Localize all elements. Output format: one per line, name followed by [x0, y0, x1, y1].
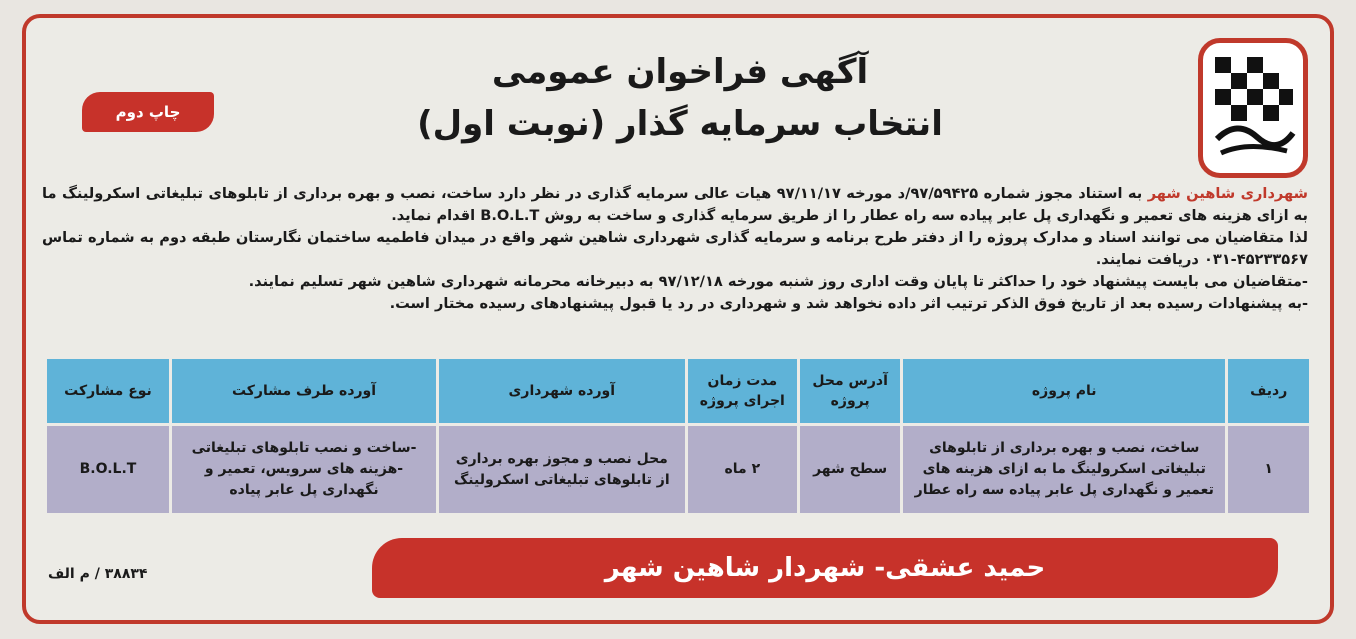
cell-municipality-contribution: محل نصب و مجوز بهره برداری از تابلوهای تبلیغاتی اسکرولینگ — [439, 426, 684, 513]
col-header-partner-contribution: آورده طرف مشارکت — [172, 359, 436, 423]
paragraph-4: -به پیشنهادات رسیده بعد از تاریخ فوق الذکر ترتیب اثر داده نخواهد شد و شهرداری در رد یا قبول پیشنهادهای رسیده مختار است. — [389, 295, 1308, 312]
cell-row-number: ۱ — [1228, 426, 1309, 513]
checker-logo-icon — [1207, 49, 1299, 167]
page-subtitle: انتخاب سرمایه گذار (نوبت اول) — [417, 104, 943, 144]
table-row — [47, 426, 1309, 513]
col-header-duration: مدت زمان اجرای پروژه — [688, 359, 798, 423]
paragraph-3: -متقاضیان می بایست پیشنهاد خود را حداکثر تا پایان وقت اداری روز شنبه مورخه ۹۷/۱۲/۱۸ به دبیرخانه محرمانه شهرداری شاهین شهر تسلیم نمایند. — [248, 273, 1308, 290]
cell-project-name: ساخت، نصب و بهره برداری از تابلوهای تبلیغاتی اسکرولینگ ما به ازای هزینه های تعمیر و نگهداری پل عابر پیاده سه راه عطار — [903, 426, 1225, 513]
col-header-project-name: نام پروژه — [903, 359, 1225, 423]
paragraph-1-text: به استناد مجوز شماره ۹۷/۵۹۴۲۵/د مورخه ۹۷/۱۱/۱۷ هیات عالی سرمایه گذاری در نظر دارد ساخت، نصب و بهره برداری از تابلوهای تبلیغاتی اسکرولینگ ما به ازای هزینه های تعمیر و نگهداری پل عابر پیاده سه راه عطار را از طریق سرمایه گذاری و ساخت به روش B.O.L.T اقدام نماید. — [42, 185, 1308, 224]
cell-partner-contribution: -ساخت و نصب تابلوهای تبلیغاتی -هزینه های سرویس، تعمیر و نگهداری پل عابر پیاده — [172, 426, 436, 513]
col-header-location: آدرس محل پروژه — [800, 359, 900, 423]
col-header-municipality-contribution: آورده شهرداری — [439, 359, 684, 423]
col-header-row-number: ردیف — [1228, 359, 1309, 423]
page-title: آگهی فراخوان عمومی — [491, 52, 869, 92]
municipality-logo — [1198, 38, 1308, 178]
reference-number: ۳۸۸۳۴ / م الف — [48, 566, 148, 582]
col-header-partnership-type: نوع مشارکت — [47, 359, 169, 423]
organization-name: شهرداری شاهین شهر — [1147, 185, 1308, 202]
table-header-row — [47, 359, 1309, 423]
project-table — [44, 356, 1312, 516]
paragraph-1 — [42, 183, 1308, 227]
cell-location: سطح شهر — [800, 426, 900, 513]
notice-body — [42, 183, 1308, 315]
cell-duration: ۲ ماه — [688, 426, 798, 513]
paragraph-2: لذا متقاضیان می توانند اسناد و مدارک پروژه را از دفتر طرح برنامه و سرمایه گذاری شهرداری شاهین شهر واقع در میدان فاطمیه ساختمان نگارستان طبقه دوم به شماره تماس ۴۵۲۳۳۵۶۷-۰۳۱ دریافت نمایند. — [42, 229, 1308, 268]
second-print-badge: چاپ دوم — [82, 92, 214, 132]
cell-partnership-type: B.O.L.T — [47, 426, 169, 513]
mayor-signature-bar: حمید عشقی- شهردار شاهین شهر — [372, 538, 1278, 598]
